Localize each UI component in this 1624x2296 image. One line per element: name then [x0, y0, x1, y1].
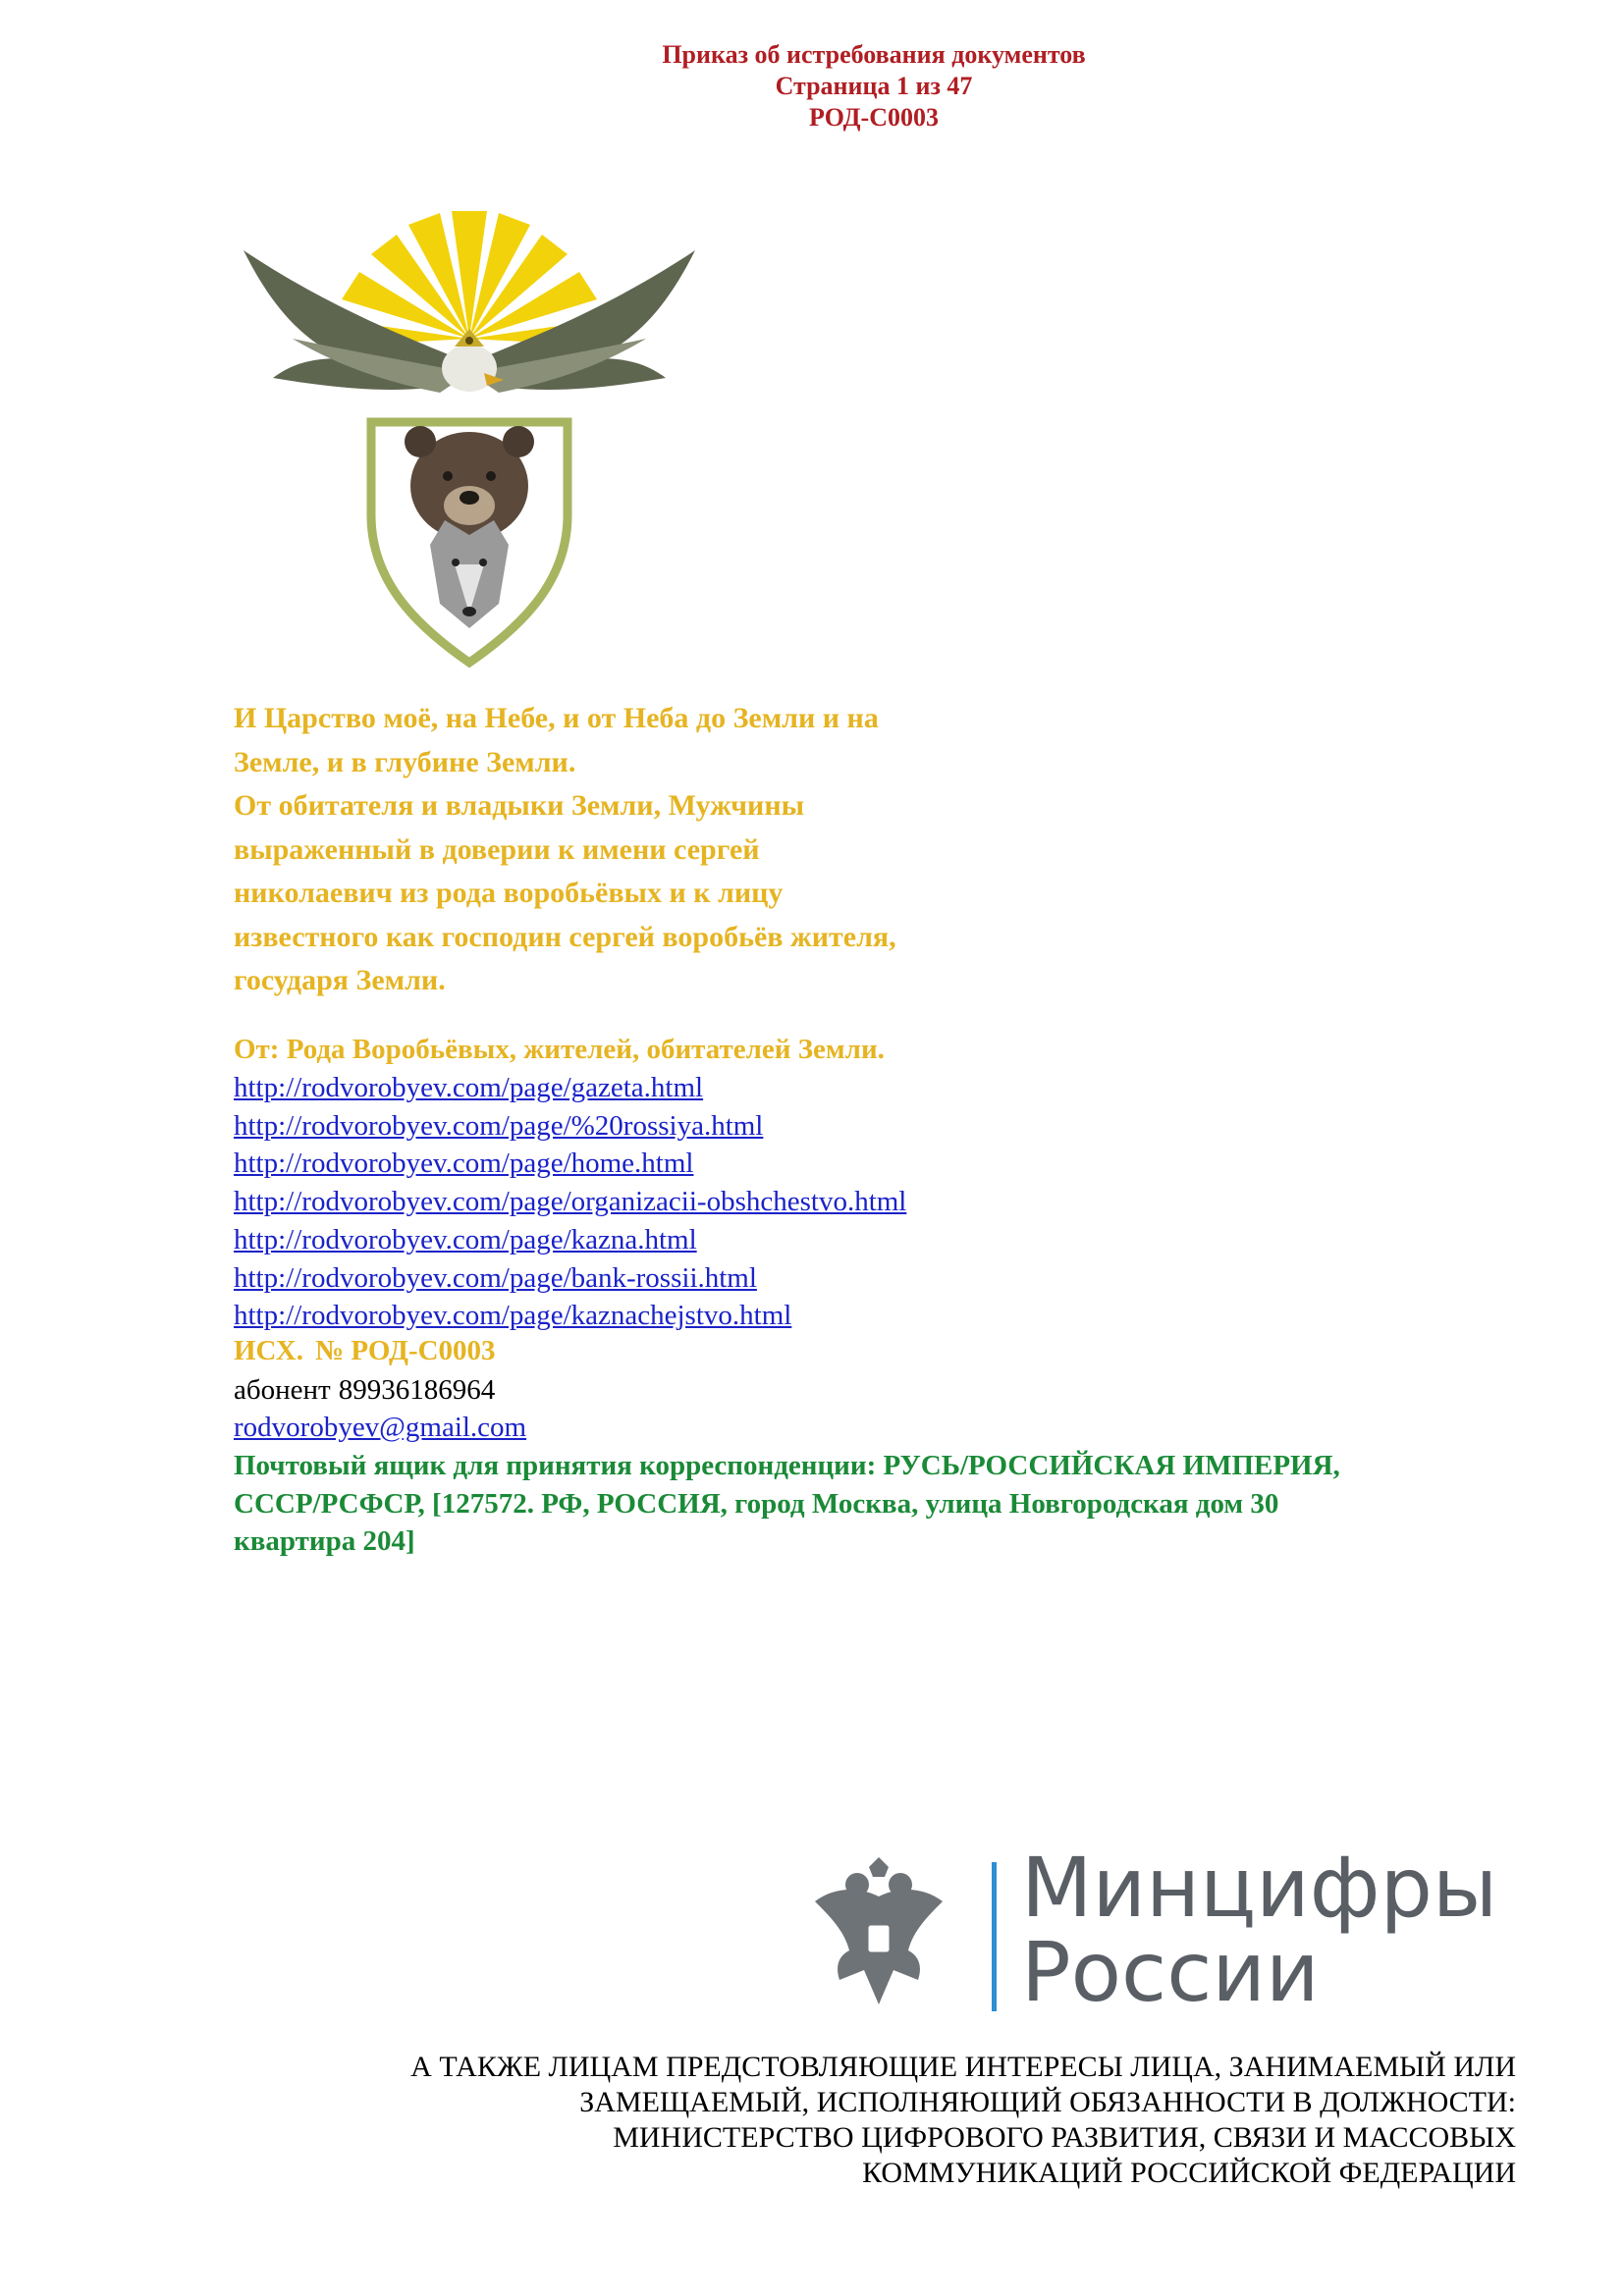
link-bank-rossii[interactable]: http://rodvorobyev.com/page/bank-rossii.html	[234, 1261, 757, 1294]
mailbox-line: квартира 204]	[234, 1525, 415, 1557]
mincifry-logo-text	[1021, 1840, 1498, 2020]
double-headed-eagle-icon	[810, 1857, 947, 2014]
addressee-line: ЗАМЕЩАЕМЫЙ, ИСПОЛНЯЮЩИЙ ОБЯЗАННОСТИ В ДОЛЖНОСТИ:	[579, 2086, 1516, 2118]
motto-line: И Царство моё, на Небе, и от Неба до Земли и на	[234, 702, 879, 734]
document-code: РОД-С0003	[809, 103, 939, 132]
outgoing-number-line	[234, 1333, 496, 1368]
motto-line: николаевич из рода воробьёвых и к лицу	[234, 877, 784, 909]
motto-line: государя Земли.	[234, 964, 446, 996]
phone-label: абонент	[234, 1374, 331, 1406]
link-kaznachejstvo[interactable]: http://rodvorobyev.com/page/kaznachejstvo.html	[234, 1300, 792, 1332]
motto-text-block	[234, 697, 896, 1003]
mailbox-line: Почтовый ящик для принятия корреспонденции: РУСЬ/РОССИЙСКАЯ ИМПЕРИЯ,	[234, 1450, 1340, 1481]
link-home[interactable]: http://rodvorobyev.com/page/home.html	[234, 1148, 694, 1180]
link-organizacii[interactable]: http://rodvorobyev.com/page/organizacii-obshchestvo.html	[234, 1186, 907, 1218]
document-header	[0, 39, 1624, 133]
link-kazna[interactable]: http://rodvorobyev.com/page/kazna.html	[234, 1223, 697, 1255]
motto-line: известного как господин сергей воробьёв жителя,	[234, 920, 896, 953]
sender-line: От: Рода Воробьёвых, жителей, обитателей Земли.	[234, 1034, 885, 1065]
document-title: Приказ об истребования документов	[662, 40, 1086, 69]
eagle-bear-wolf-emblem	[234, 191, 705, 677]
phone-line	[234, 1372, 495, 1408]
logo-line-2: России	[1021, 1924, 1320, 2020]
phone-number: 89936186964	[338, 1374, 496, 1406]
logo-line-1: Минцифры	[1021, 1840, 1498, 1936]
outgoing-number: № РОД-С0003	[314, 1335, 496, 1366]
mailbox-line: СССР/РСФСР, [127572. РФ, РОССИЯ, город Москва, улица Новгородская дом 30	[234, 1487, 1279, 1520]
addressee-block	[410, 2050, 1516, 2191]
motto-line: От обитателя и владыки Земли, Мужчины	[234, 789, 805, 822]
motto-line: Земле, и в глубине Земли.	[234, 745, 576, 778]
email-link[interactable]: rodvorobyev@gmail.com	[234, 1412, 527, 1443]
page-counter: Страница 1 из 47	[775, 72, 973, 100]
addressee-line: КОММУНИКАЦИЙ РОССИЙСКОЙ ФЕДЕРАЦИИ	[862, 2157, 1516, 2189]
link-list	[234, 1069, 906, 1335]
logo-divider	[992, 1862, 997, 2011]
link-rossiya[interactable]: http://rodvorobyev.com/page/%20rossiya.html	[234, 1109, 764, 1142]
link-gazeta[interactable]: http://rodvorobyev.com/page/gazeta.html	[234, 1072, 704, 1103]
mailbox-address	[234, 1447, 1530, 1561]
motto-line: выраженный в доверии к имени сергей	[234, 832, 760, 866]
outgoing-label: ИСХ.	[234, 1335, 303, 1366]
addressee-line: А ТАКЖЕ ЛИЦАМ ПРЕДСТОВЛЯЮЩИЕ ИНТЕРЕСЫ ЛИЦА, ЗАНИМАЕМЫЙ ИЛИ	[410, 2051, 1516, 2083]
addressee-line: МИНИСТЕРСТВО ЦИФРОВОГО РАЗВИТИЯ, СВЯЗИ И МАССОВЫХ	[613, 2121, 1516, 2154]
